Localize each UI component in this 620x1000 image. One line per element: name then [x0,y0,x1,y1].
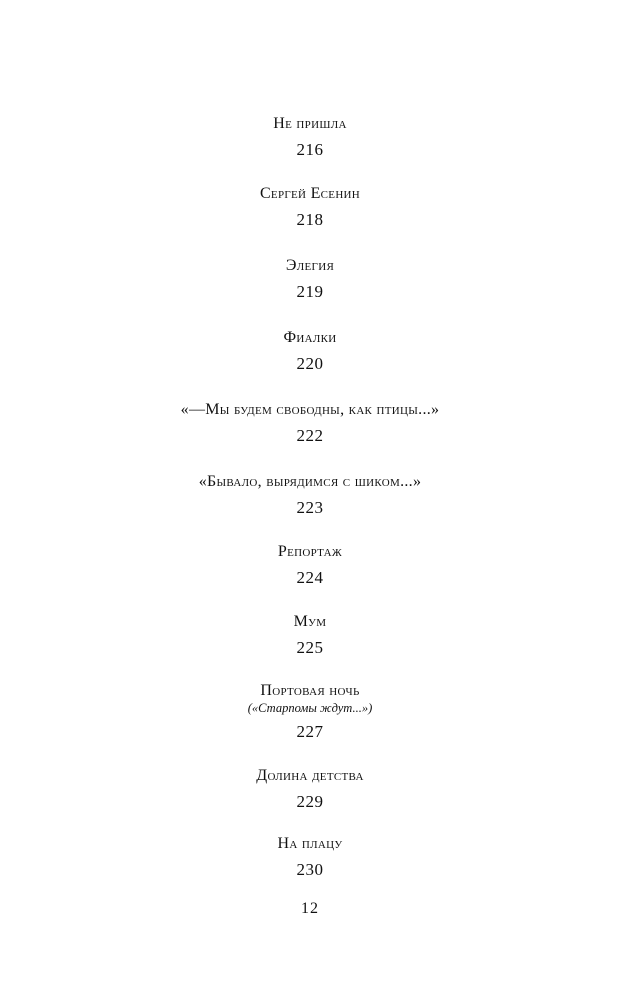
entry-page-number: 223 [296,498,324,517]
toc-entry [0,612,620,658]
entry-page-number: 216 [296,140,324,159]
entry-title: «Бывало, вырядимся с шиком...» [198,473,422,490]
entry-page-number: 219 [296,282,324,301]
toc-entry [0,766,620,812]
toc-entry [0,472,620,518]
entry-title: Долина детства [256,767,364,784]
entry-page-number: 224 [296,568,324,587]
toc-entry [0,681,620,742]
toc-entry [0,328,620,374]
entry-page-number: 222 [296,426,324,445]
toc-entry [0,400,620,446]
entry-title: Фиалки [283,329,337,346]
page-folio-number: 12 [301,900,319,917]
entry-title: На плацу [277,835,343,852]
entry-title: Мум [293,613,327,630]
toc-entry [0,114,620,160]
entry-title: Элегия [285,257,335,274]
entry-title: Репортаж [277,543,343,560]
entry-title: Портовая ночь [260,682,360,699]
entry-page-number: 225 [296,638,324,657]
toc-entry [0,256,620,302]
toc-entry [0,834,620,880]
entry-title: Сергей Есенин [259,185,361,202]
entry-page-number: 227 [296,722,324,741]
entry-page-number: 230 [296,860,324,879]
entry-title: Не пришла [273,115,347,132]
entry-page-number: 220 [296,354,324,373]
entry-page-number: 229 [296,792,324,811]
entry-page-number: 218 [296,210,324,229]
entry-subtitle: («Старпомы ждут...») [247,701,373,715]
toc-entry [0,184,620,230]
entry-title: «—Мы будем свободны, как птицы...» [180,401,440,418]
toc-entry [0,542,620,588]
